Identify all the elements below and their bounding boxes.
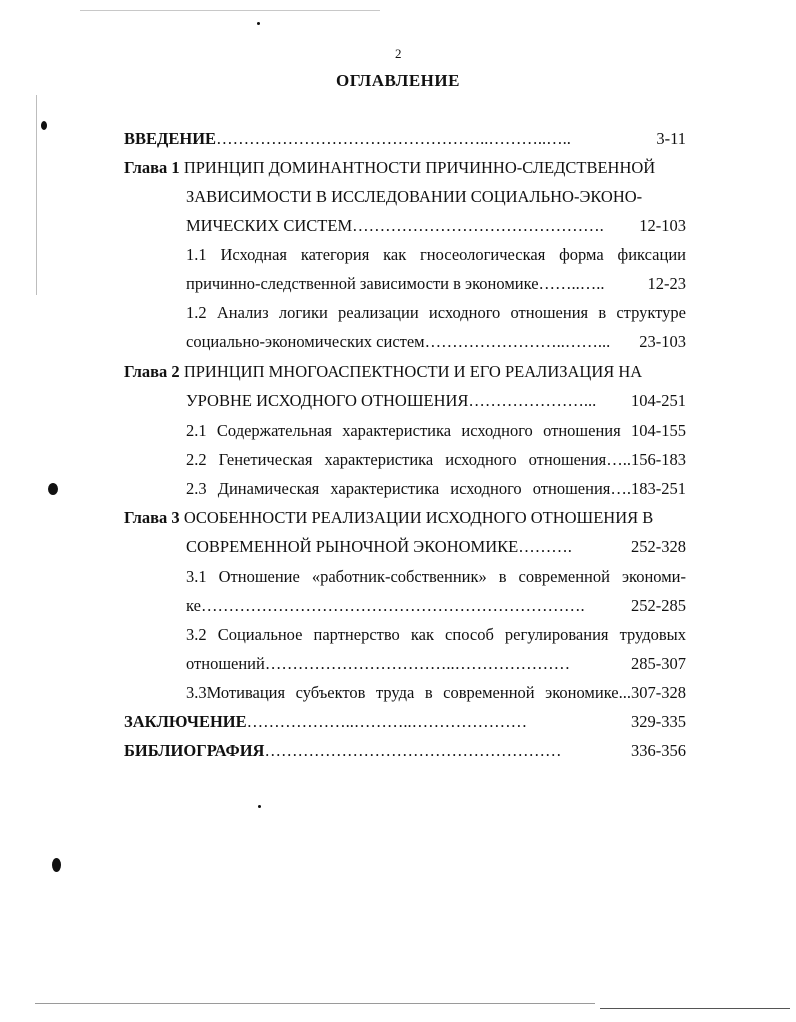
- ch2-title-line2: УРОВНЕ ИСХОДНОГО ОТНОШЕНИЯ: [186, 391, 469, 410]
- toc-section-2-3[interactable]: 2.3 Динамическая характеристика исходного отношения….183-251: [186, 479, 686, 498]
- scan-speck: [258, 805, 261, 808]
- bibliography-label: БИБЛИОГРАФИЯ: [124, 741, 265, 760]
- toc-section-3-3[interactable]: 3.3Мотивация субъектов труда в современной экономике...307-328: [186, 683, 686, 702]
- scan-edge-top: [80, 10, 380, 11]
- scan-edge-bottom: [35, 1003, 595, 1004]
- toc-chapter-2[interactable]: [124, 362, 642, 382]
- s31-text: ке: [186, 596, 201, 615]
- ch1-dots: ……………………………………….: [352, 216, 604, 235]
- toc-chapter-3[interactable]: [124, 508, 653, 528]
- toc-section-3-2-line1[interactable]: 3.2 Социальное партнерство как способ регулирования трудовых: [186, 625, 686, 644]
- ch3-dots: ……….: [518, 537, 572, 556]
- toc-chapter-1[interactable]: [124, 158, 655, 178]
- ch3-prefix: Глава 3: [124, 508, 180, 527]
- page-title: ОГЛАВЛЕНИЕ: [336, 71, 460, 90]
- bibliography-pages: 336-356: [631, 741, 686, 760]
- s11-pages: 12-23: [647, 274, 686, 293]
- ch2-title-line1: ПРИНЦИП МНОГОАСПЕКТНОСТИ И ЕГО РЕАЛИЗАЦИЯ НА: [183, 362, 643, 381]
- ch2-prefix: Глава 2: [124, 362, 180, 381]
- bibliography-dots: ………………………………………………: [264, 741, 562, 760]
- toc-entry-intro[interactable]: [124, 129, 686, 149]
- ch2-title-line2-row: [186, 391, 686, 411]
- toc-section-3-1-line2: [186, 596, 686, 616]
- toc-section-3-1-line1[interactable]: 3.1 Отношение «работник-собственник» в современной экономи-: [186, 567, 686, 586]
- ch1-title-line2: ЗАВИСИМОСТИ В ИССЛЕДОВАНИИ СОЦИАЛЬНО-ЭКОНО-: [186, 187, 643, 206]
- toc-section-1-2-line1[interactable]: 1.2 Анализ логики реализации исходного отношения в структуре: [186, 303, 686, 322]
- toc-section-1-2-line2: [186, 332, 686, 352]
- conclusion-dots: ………………..………..…………………: [246, 712, 528, 731]
- scan-speck: [48, 483, 58, 495]
- ch3-pages: 252-328: [631, 537, 686, 556]
- s32-dots: ……………………………..…………………: [264, 654, 571, 673]
- s32-text: отношений: [186, 654, 265, 673]
- toc-section-1-1-line2: [186, 274, 686, 294]
- toc-section-2-1[interactable]: 2.1 Содержательная характеристика исходного отношения 104-155: [186, 421, 686, 440]
- s32-pages: 285-307: [631, 654, 686, 673]
- s12-pages: 23-103: [639, 332, 686, 351]
- s11-text: причинно-следственной зависимости в экономике: [186, 274, 539, 293]
- conclusion-label: ЗАКЛЮЧЕНИЕ: [124, 712, 247, 731]
- ch1-prefix: Глава 1: [124, 158, 180, 177]
- intro-pages: 3-11: [656, 129, 686, 148]
- s11-dots: ……..…..: [538, 274, 605, 293]
- s31-pages: 252-285: [631, 596, 686, 615]
- scan-speck: [41, 121, 47, 130]
- ch1-title-line1: ПРИНЦИП ДОМИНАНТНОСТИ ПРИЧИННО-СЛЕДСТВЕННОЙ: [183, 158, 656, 177]
- toc-section-2-2[interactable]: 2.2 Генетическая характеристика исходного отношения…..156-183: [186, 450, 686, 469]
- toc-section-3-2-line2: [186, 654, 686, 674]
- ch1-pages: 12-103: [639, 216, 686, 235]
- ch3-title-line2: СОВРЕМЕННОЙ РЫНОЧНОЙ ЭКОНОМИКЕ: [186, 537, 519, 556]
- page-number: 2: [395, 46, 402, 61]
- ch2-dots: …………………...: [468, 391, 597, 410]
- scan-edge-left: [36, 95, 37, 295]
- ch2-pages: 104-251: [631, 391, 686, 410]
- ch1-title-line3: МИЧЕСКИХ СИСТЕМ: [186, 216, 353, 235]
- intro-dots: …………………………………………..………..…..: [216, 129, 571, 148]
- toc-entry-conclusion[interactable]: [124, 712, 686, 732]
- scan-speck: [257, 22, 260, 25]
- ch1-title-line3-row: [186, 216, 686, 236]
- conclusion-pages: 329-335: [631, 712, 686, 731]
- scan-speck: [52, 858, 61, 872]
- ch3-title-line2-row: [186, 537, 686, 557]
- s31-dots: …………………………………………………………….: [200, 596, 585, 615]
- toc-section-1-1-line1[interactable]: 1.1 Исходная категория как гносеологическая форма фиксации: [186, 245, 686, 264]
- ch3-title-line1: ОСОБЕННОСТИ РЕАЛИЗАЦИИ ИСХОДНОГО ОТНОШЕНИЯ В: [183, 508, 654, 527]
- s12-dots: ……………………..……...: [424, 332, 611, 351]
- toc-entry-bibliography[interactable]: [124, 741, 686, 761]
- scan-edge-bottom-dark: [600, 1008, 790, 1009]
- intro-label: ВВЕДЕНИЕ: [124, 129, 217, 148]
- s12-text: социально-экономических систем: [186, 332, 425, 351]
